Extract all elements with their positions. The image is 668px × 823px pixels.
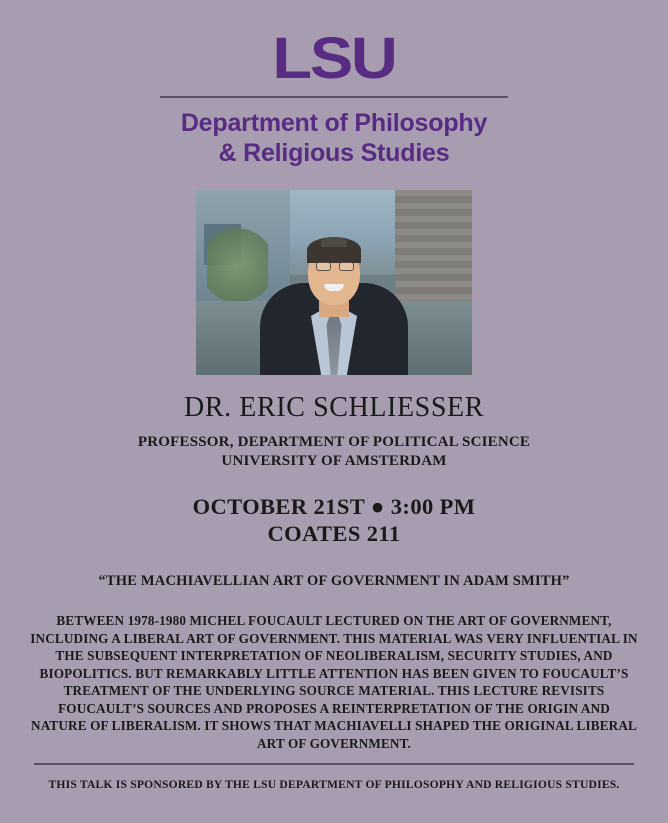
divider-bottom (34, 763, 634, 765)
speaker-affiliation (138, 433, 530, 471)
talk-abstract: BETWEEN 1978-1980 MICHEL FOUCAULT LECTURED ON THE ART OF GOVERNMENT, INCLUDING A LIBERAL ART OF GOVERNMENT. THIS MATERIAL WAS VERY INFLUENTIAL IN THE SUBSEQUENT INTERPRETATION OF NEOLIBERALISM, SECURITY STUDIES, AND BIOPOLITICS. BUT REMARKABLY LITTLE ATTENTION HAS BEEN GIVEN TO FOUCAULT’S TREATMENT OF THE UNDERLYING SOURCE MATERIAL. THIS LECTURE REVISITS FOUCAULT’S SOURCES AND PROPOSES A REINTERPRETATION OF THE ORIGIN AND NATURE OF LIBERALISM. IT SHOWS THAT MACHIAVELLI SHAPED THE ORIGINAL LIBERAL ART OF GOVERNMENT. (30, 613, 638, 751)
event-location: COATES 211 (267, 521, 401, 546)
portrait-kippah (321, 237, 347, 247)
event-date-time: OCTOBER 21ST ● 3:00 PM (192, 494, 476, 519)
department-heading (181, 108, 487, 168)
talk-title: “THE MACHIAVELLIAN ART OF GOVERNMENT IN ADAM SMITH” (98, 573, 570, 589)
portrait-person (259, 225, 409, 375)
divider-top (160, 96, 508, 98)
portrait-glasses-left (316, 262, 331, 271)
speaker-name: DR. ERIC SCHLIESSER (184, 392, 484, 423)
sponsor-note: THIS TALK IS SPONSORED BY THE LSU DEPARTMENT OF PHILOSOPHY AND RELIGIOUS STUDIES. (48, 778, 620, 791)
portrait-glasses-right (339, 262, 354, 271)
department-line-2: & Religious Studies (218, 139, 450, 167)
lsu-logo-wrap (272, 26, 396, 91)
lsu-logo: LSU (272, 26, 396, 91)
affiliation-line-2: UNIVERSITY OF AMSTERDAM (221, 453, 447, 469)
affiliation-line-1: PROFESSOR, DEPARTMENT OF POLITICAL SCIENCE (137, 434, 531, 450)
department-line-1: Department of Philosophy (180, 109, 488, 137)
speaker-portrait (196, 190, 472, 375)
event-when-where (193, 493, 476, 547)
